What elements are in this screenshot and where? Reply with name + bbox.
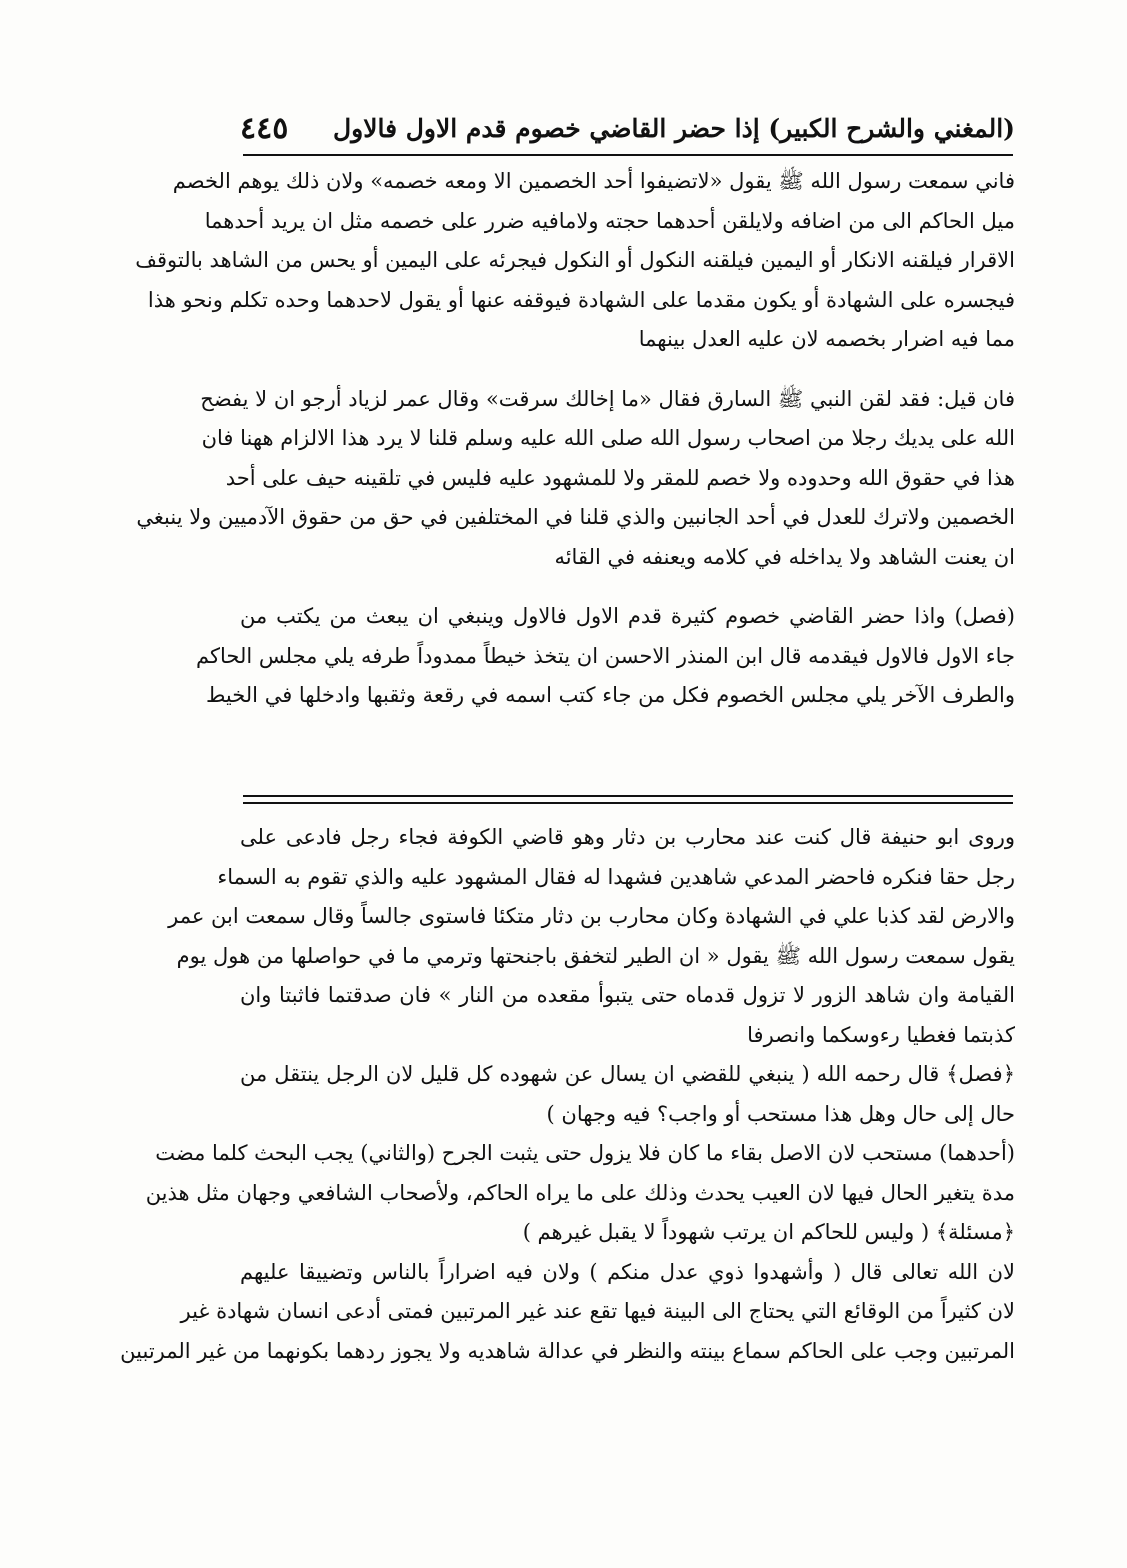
page-number: ٤٤٥: [240, 110, 289, 146]
text-line: ان يعنت الشاهد ولا يداخله في كلامه ويعنفه في القائه: [554, 544, 1015, 569]
header-rule: [243, 154, 1013, 156]
text-line: المرتبين وجب على الحاكم سماع بينته والنظر في عدالة شاهديه ولا يجوز ردهما بكونهما من غير المرتبين: [120, 1338, 1015, 1363]
text-line: الاقرار فيلقنه الانكار أو اليمين فيلقنه النكول أو النكول فيجرئه على اليمين أو يحس من الشاهد بالتوقف: [135, 248, 1015, 272]
text-line: لان الله تعالى قال ( وأشهدوا ذوي عدل منكم ) ولان فيه اضراراً بالناس وتضييقا عليهم: [240, 1259, 1015, 1284]
section-divider: [243, 795, 1013, 804]
text-line: جاء الاول فالاول فيقدمه قال ابن المنذر الاحسن ان يتخذ خيطاً ممدوداً طرفه يلي مجلس الحاكم: [196, 643, 1015, 668]
text-line: والطرف الآخر يلي مجلس الخصوم فكل من جاء كتب اسمه في رقعة وثقبها وادخلها في الخيط: [205, 683, 1015, 707]
text-line: (أحدهما) مستحب لان الاصل بقاء ما كان فلا يزول حتى يثبت الجرح (والثاني) يجب البحث كلما مضت: [155, 1141, 1015, 1165]
text-line: القيامة وان شاهد الزور لا تزول قدماه حتى يتبوأ مقعده من النار » فان صدقتما فاثبتا وان: [240, 983, 1015, 1007]
text-line: ﴿فصل﴾ قال رحمه الله ( ينبغي للقضي ان يسال عن شهوده كل قليل لان الرجل ينتقل من: [240, 1062, 1015, 1086]
page-header: [240, 104, 1015, 152]
text-line: مدة يتغير الحال فيها لان العيب يحدث وذلك على ما يراه الحاكم، ولأصحاب الشافعي وجهان مثل هذين: [145, 1180, 1015, 1205]
text-line: الخصمين ولاترك للعدل في أحد الجانبين والذي قلنا في المختلفين في حق من حقوق الآدميين ولا ينبغي: [136, 505, 1015, 529]
text-line: الله على يديك رجلا من اصحاب رسول الله صلى الله عليه وسلم قلنا لا يرد هذا الالزام ههنا فان: [201, 426, 1015, 450]
commentary-text: [120, 818, 1015, 1371]
text-line: ﴿مسئلة﴾ ( وليس للحاكم ان يرتب شهوداً لا يقبل غيرهم ): [522, 1220, 1015, 1244]
text-line: والارض لقد كذبا علي في الشهادة وكان محارب بن دثار متكئا فاستوى جالساً وقال سمعت ابن عمر: [168, 904, 1015, 928]
text-line: فان قيل: فقد لقن النبي ﷺ السارق فقال «ما إخالك سرقت» وقال عمر لزياد أرجو ان لا يفضح: [200, 386, 1015, 411]
text-line: هذا في حقوق الله وحدوده ولا خصم للمقر ولا للمشهود عليه فليس في تلقينه حيف على أحد: [225, 465, 1015, 490]
paragraph-gap: [240, 360, 1015, 380]
text-line: مما فيه اضرار بخصمه لان عليه العدل بينهما: [638, 327, 1015, 351]
text-line: وروى ابو حنيفة قال كنت عند محارب بن دثار وهو قاضي الكوفة فجاء رجل فادعى على: [240, 825, 1015, 849]
text-line: (فصل) واذا حضر القاضي خصوم كثيرة قدم الاول فالاول وينبغي ان يبعث من يكتب من: [240, 604, 1015, 628]
text-line: يقول سمعت رسول الله ﷺ يقول « ان الطير لتخفق باجنحتها وترمي ما في حواصلها من هول يوم: [176, 943, 1015, 968]
text-line: ميل الحاكم الى من اضافه ولايلقن أحدهما حجته ولامافيه ضرر على خصمه مثل ان يريد أحدهما: [204, 208, 1015, 233]
text-line: لان كثيراً من الوقائع التي يحتاج الى البينة فيها تقع عند غير المرتبين فمتى أدعى انسان شهادة غير: [180, 1299, 1015, 1323]
text-line: رجل حقا فنكره فاحضر المدعي شاهدين فشهدا له فقال المشهود عليه والذي تقوم به السماء: [217, 864, 1015, 889]
paragraph-gap: [240, 577, 1015, 597]
main-text: [135, 162, 1015, 716]
text-line: فيجسره على الشهادة أو يكون مقدما على الشهادة فيوقفه عنها أو يقول لاحدهما وحده تكلم ونحو هذا: [147, 287, 1015, 312]
text-line: فاني سمعت رسول الله ﷺ يقول «لاتضيفوا أحد الخصمين الا ومعه خصمه» ولان ذلك يوهم الخصم: [172, 169, 1015, 193]
text-line: حال إلى حال وهل هذا مستحب أو واجب؟ فيه وجهان ): [546, 1101, 1015, 1126]
text-line: كذبتما فغطيا رءوسكما وانصرفا: [747, 1022, 1015, 1047]
running-title: (المغني والشرح الكبير) إذا حضر القاضي خصوم قدم الاول فالاول: [333, 113, 1015, 143]
